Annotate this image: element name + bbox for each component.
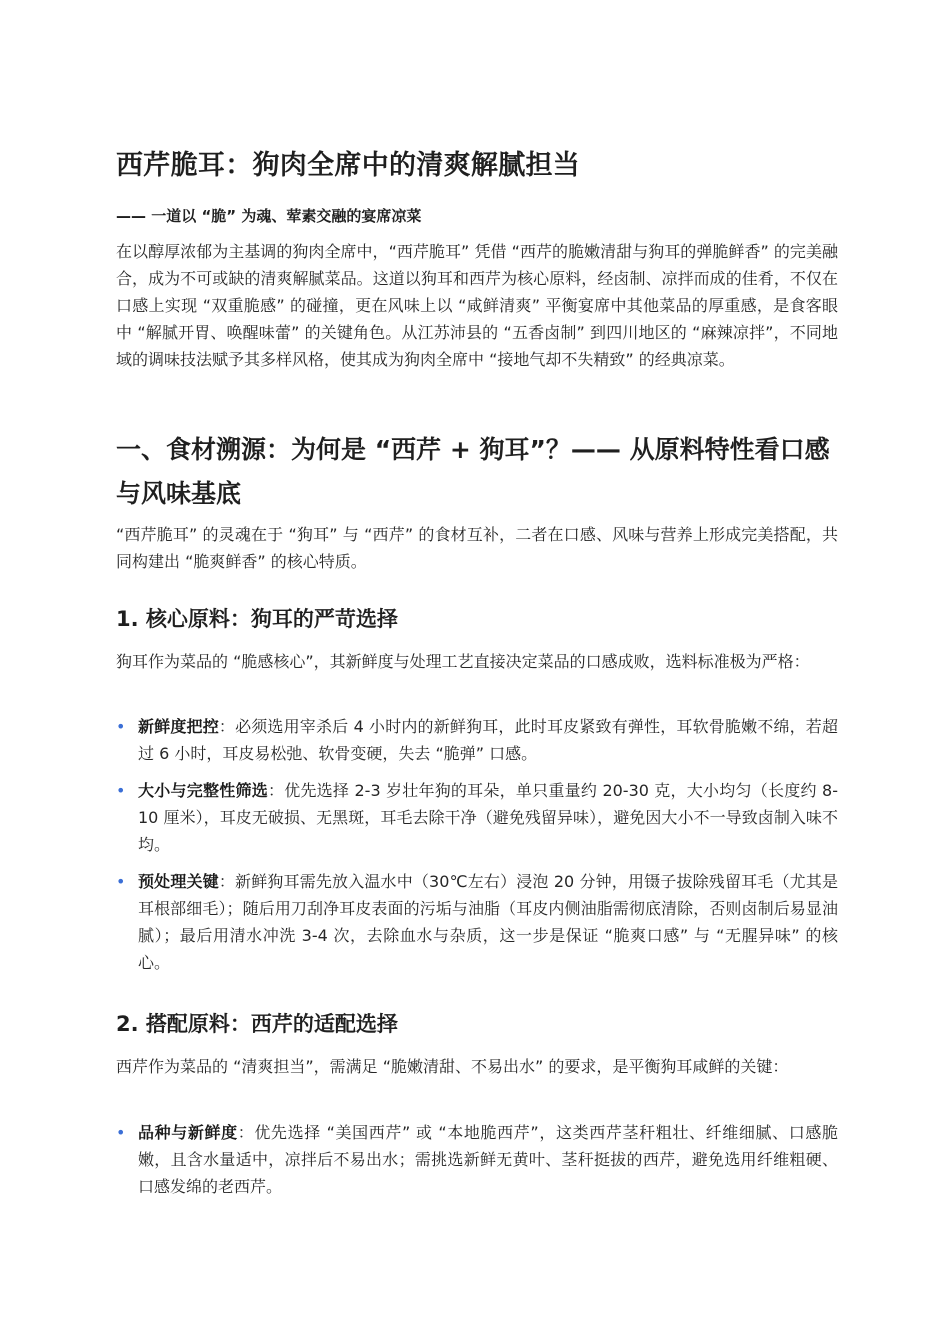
subsection-1-heading: 1. 核心原料：狗耳的严苛选择 <box>116 607 398 631</box>
list-item-text: ：优先选择 2-3 岁壮年狗的耳朵，单只重量约 20-30 克，大小均匀（长度约 8-10 厘米），耳皮无破损、无黑斑，耳毛去除干净（避免残留异味），避免因大小不一导致卤制入味不均。 <box>138 781 838 854</box>
intro-paragraph: 在以醇厚浓郁为主基调的狗肉全席中，“西芹脆耳” 凭借 “西芹的脆嫩清甜与狗耳的弹脆鲜香” 的完美融合，成为不可或缺的清爽解腻菜品。这道以狗耳和西芹为核心原料，经卤制、凉拌而成的佳肴，不仅在口感上实现 “双重脆感” 的碰撞，更在风味上以 “咸鲜清爽” 平衡宴席中其他菜品的厚重感，是食客眼中 “解腻开胃、唤醒味蕾” 的关键角色。从江苏沛县的 “五香卤制” 到四川地区的 “麻辣凉拌”，不同地域的调味技法赋予其多样风格，使其成为狗肉全席中 “接地气却不失精致” 的经典凉菜。 <box>116 242 838 369</box>
list-item <box>116 1119 838 1200</box>
page-title: 西芹脆耳：狗肉全席中的清爽解腻担当 <box>116 150 581 181</box>
list-item <box>116 868 838 976</box>
subsection-1-intro: 狗耳作为菜品的 “脆感核心”，其新鲜度与处理工艺直接决定菜品的口感成败，选料标准极为严格： <box>116 652 810 671</box>
list-item-term: 预处理关键 <box>138 872 219 891</box>
bullet-icon: • <box>116 717 126 736</box>
list-item-text: ：优先选择 “美国西芹” 或 “本地脆西芹”，这类西芹茎秆粗壮、纤维细腻、口感脆嫩，且含水量适中，凉拌后不易出水；需挑选新鲜无黄叶、茎秆挺拔的西芹，避免选用纤维粗硬、口感发绵的老西芹。 <box>138 1123 838 1196</box>
list-item <box>116 777 838 858</box>
subsection-2-intro: 西芹作为菜品的 “清爽担当”，需满足 “脆嫩清甜、不易出水” 的要求，是平衡狗耳咸鲜的关键： <box>116 1057 789 1076</box>
page-subtitle: —— 一道以 “脆” 为魂、荤素交融的宴席凉菜 <box>116 207 422 225</box>
bullet-icon: • <box>116 1123 126 1142</box>
section-1-intro: “西芹脆耳” 的灵魂在于 “狗耳” 与 “西芹” 的食材互补，二者在口感、风味与营养上形成完美搭配，共同构建出 “脆爽鲜香” 的核心特质。 <box>116 525 838 571</box>
list-item-text: ：必须选用宰杀后 4 小时内的新鲜狗耳，此时耳皮紧致有弹性，耳软骨脆嫩不绵，若超过 6 小时，耳皮易松弛、软骨变硬，失去 “脆弹” 口感。 <box>138 717 838 763</box>
list-item-term: 品种与新鲜度 <box>138 1123 238 1142</box>
list-item-term: 大小与完整性筛选 <box>138 781 268 800</box>
bullet-icon: • <box>116 781 126 800</box>
list-item-text: ：新鲜狗耳需先放入温水中（30℃左右）浸泡 20 分钟，用镊子拔除残留耳毛（尤其是耳根部细毛）；随后用刀刮净耳皮表面的污垢与油脂（耳皮内侧油脂需彻底清除，否则卤制后易显油腻）；最后用清水冲洗 3-4 次，去除血水与杂质，这一步是保证 “脆爽口感” 与 “无腥异味” 的核心。 <box>138 872 838 972</box>
subsection-2-heading: 2. 搭配原料：西芹的适配选择 <box>116 1012 398 1036</box>
bullet-icon: • <box>116 872 126 891</box>
list-item <box>116 713 838 767</box>
subsection-1-list <box>116 713 838 986</box>
section-1-heading: 一、食材溯源：为何是 “西芹 + 狗耳”？—— 从原料特性看口感与风味基底 <box>116 435 830 508</box>
list-item-term: 新鲜度把控 <box>138 717 219 736</box>
subsection-2-list <box>116 1119 838 1200</box>
